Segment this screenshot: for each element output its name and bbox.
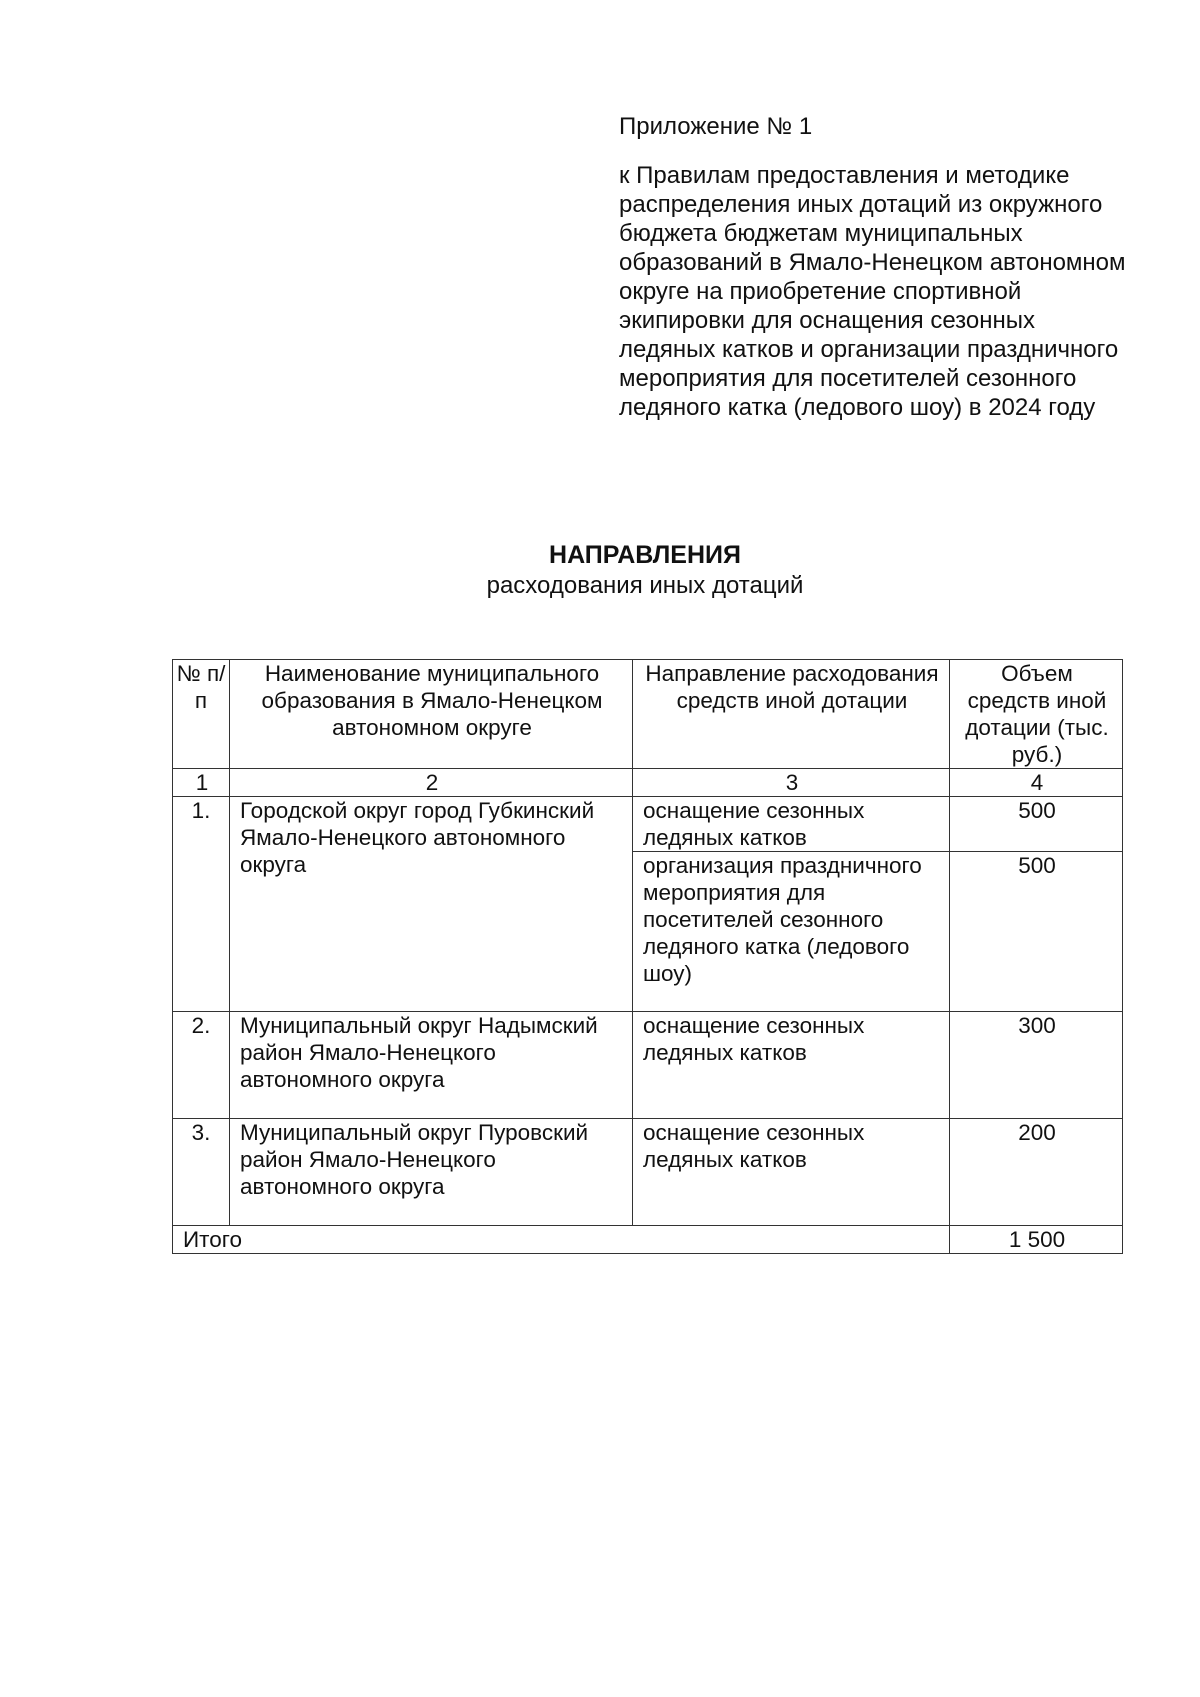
table-header-row — [173, 660, 1123, 769]
document-title: НАПРАВЛЕНИЯ — [549, 541, 741, 569]
total-label: Итого — [173, 1226, 950, 1254]
document-subtitle: расходования иных дотаций — [486, 572, 804, 599]
row-number: 3. — [173, 1119, 230, 1226]
appendix-number: Приложение № 1 — [619, 113, 813, 140]
appendix-block — [619, 112, 1139, 422]
direction-text: оснащение сезонных ледяных катков — [633, 1119, 950, 1226]
header-amount: Объем средств иной дотации (тыс. руб.) — [950, 660, 1123, 769]
appendix-body: к Правилам предоставления и методике распределения иных дотаций из окружного бюджета бюджетам муниципальных образований в Ямало-Ненецком автономном округе на приобретение спортивной экипировки для оснащения сезонных ледяных катков и организации праздничного мероприятия для посетителей сезонного ледяного катка (ледового шоу) в 2024 году — [619, 162, 1126, 421]
row-number: 2. — [173, 1012, 230, 1119]
column-number-row — [173, 769, 1123, 797]
municipality-name: Муниципальный округ Пуровский район Ямало-Ненецкого автономного округа — [230, 1119, 633, 1226]
column-number-2: 2 — [230, 769, 633, 797]
column-number-4: 4 — [950, 769, 1123, 797]
total-row — [173, 1226, 1123, 1254]
direction-text: организация праздничного мероприятия для посетителей сезонного ледяного катка (ледового шоу) — [633, 852, 950, 1012]
column-number-3: 3 — [633, 769, 950, 797]
amount-value: 500 — [950, 797, 1123, 852]
municipality-name: Городской округ город Губкинский Ямало-Ненецкого автономного округа — [230, 797, 633, 1012]
header-number: № п/п — [173, 660, 230, 769]
table-row — [173, 1012, 1123, 1119]
amount-value: 200 — [950, 1119, 1123, 1226]
column-number-1: 1 — [173, 769, 230, 797]
header-direction: Направление расходования средств иной дотации — [633, 660, 950, 769]
amount-value: 300 — [950, 1012, 1123, 1119]
table-row — [173, 1119, 1123, 1226]
row-number: 1. — [173, 797, 230, 1012]
amount-value: 500 — [950, 852, 1123, 1012]
allocation-table — [172, 659, 1123, 1254]
direction-text: оснащение сезонных ледяных катков — [633, 797, 950, 852]
header-municipality: Наименование муниципального образования в Ямало-Ненецком автономном округе — [230, 660, 633, 769]
total-amount: 1 500 — [950, 1226, 1123, 1254]
municipality-name: Муниципальный округ Надымский район Ямало-Ненецкого автономного округа — [230, 1012, 633, 1119]
table-row — [173, 797, 1123, 852]
direction-text: оснащение сезонных ледяных катков — [633, 1012, 950, 1119]
